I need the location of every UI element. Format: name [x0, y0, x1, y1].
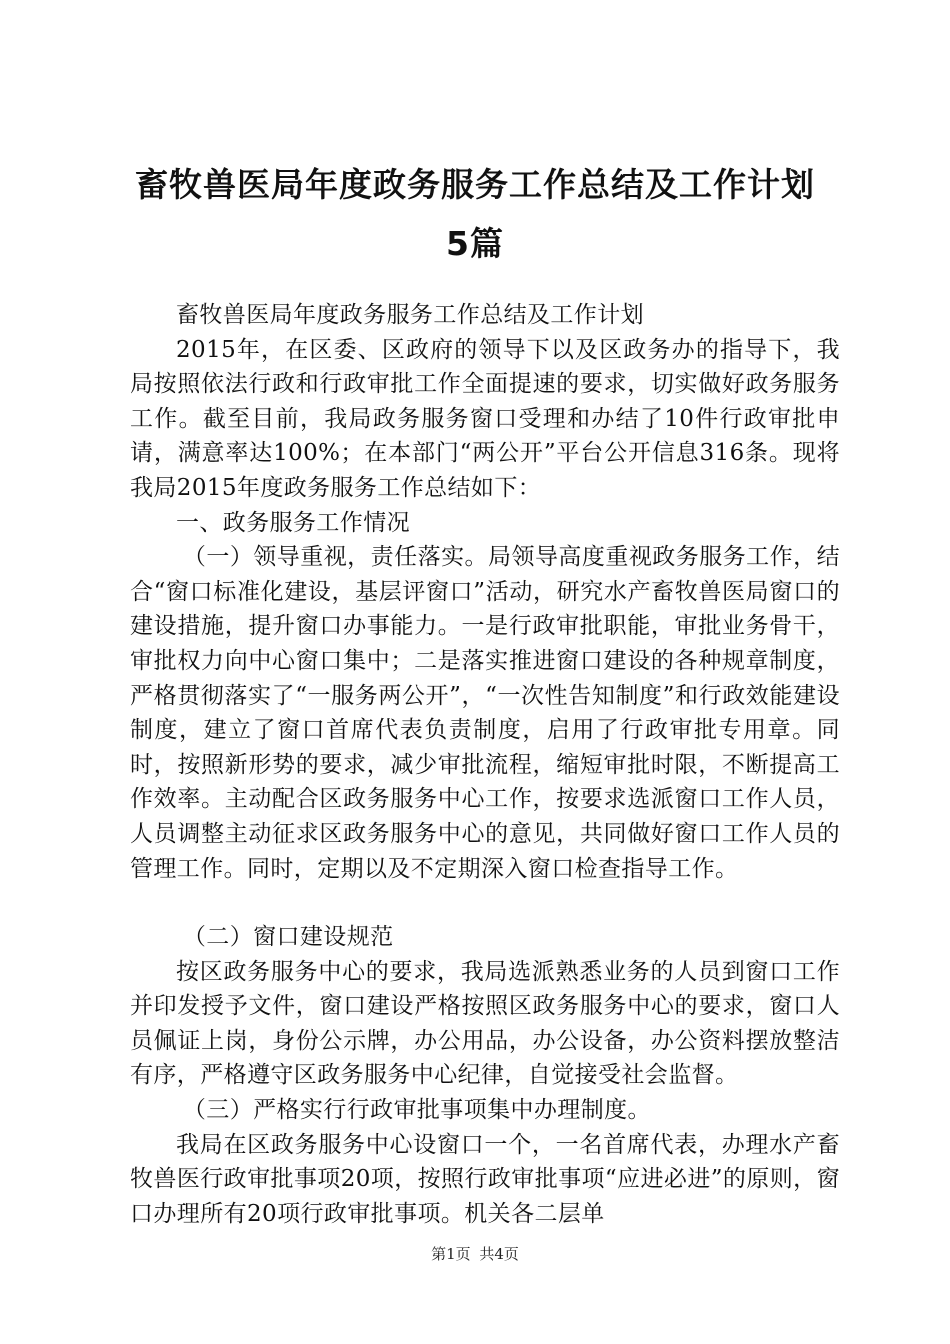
subsection-2-paragraph: 按区政务服务中心的要求，我局选派熟悉业务的人员到窗口工作并印发授予文件，窗口建设严格按照区政务服务中心的要求，窗口人员佩证上岗，身份公示牌，办公用品，办公设备，办公资料摆放整洁有序，严格遵守区政务服务中心纪律，自觉接受社会监督。: [130, 958, 840, 1089]
document-title-line-2: 5篇: [446, 224, 504, 263]
page-total: 共4页: [479, 1245, 519, 1263]
subsection-1-paragraph: （一）领导重视，责任落实。局领导高度重视政务服务工作，结合“窗口标准化建设，基层评窗口”活动，研究水产畜牧兽医局窗口的建设措施，提升窗口办事能力。一是行政审批职能，审批业务骨干，审批权力向中心窗口集中；二是落实推进窗口建设的各种规章制度，严格贯彻落实了“一服务两公开”，“一次性告知制度”和行政效能建设制度，建立了窗口首席代表负责制度，启用了行政审批专用章。同时，按照新形势的要求，减少审批流程，缩短审批时限，不断提高工作效率。主动配合区政务服务中心工作，按要求选派窗口工作人员，人员调整主动征求区政务服务中心的意见，共同做好窗口工作人员的管理工作。同时，定期以及不定期深入窗口检查指导工作。: [130, 544, 840, 882]
subsection-3-paragraph: 我局在区政务服务中心设窗口一个，一名首席代表，办理水产畜牧兽医行政审批事项20项，按照行政审批事项“应进必进”的原则，窗口办理所有20项行政审批事项。机关各二层单: [130, 1131, 840, 1227]
paragraph-gap: [130, 886, 840, 920]
page-number: 第1页: [431, 1245, 471, 1263]
intro-paragraph: 2015年，在区委、区政府的领导下以及区政务办的指导下，我局按照依法行政和行政审批工作全面提速的要求，切实做好政务服务工作。截至目前，我局政务服务窗口受理和办结了10件行政审批申请，满意率达100%；在本部门“两公开”平台公开信息316条。现将我局2015年度政务服务工作总结如下：: [130, 336, 840, 501]
document-title-line-1: 畜牧兽医局年度政务服务工作总结及工作计划: [135, 165, 815, 204]
subsection-3-heading: （三）严格实行行政审批事项集中办理制度。: [182, 1097, 651, 1124]
subsection-2-heading: （二）窗口建设规范: [182, 924, 394, 951]
section-heading-1: 一、政务服务工作情况: [176, 509, 410, 536]
subtitle-paragraph: 畜牧兽医局年度政务服务工作总结及工作计划: [176, 302, 644, 328]
document-body: [130, 298, 840, 1231]
page-footer: [0, 1244, 950, 1264]
